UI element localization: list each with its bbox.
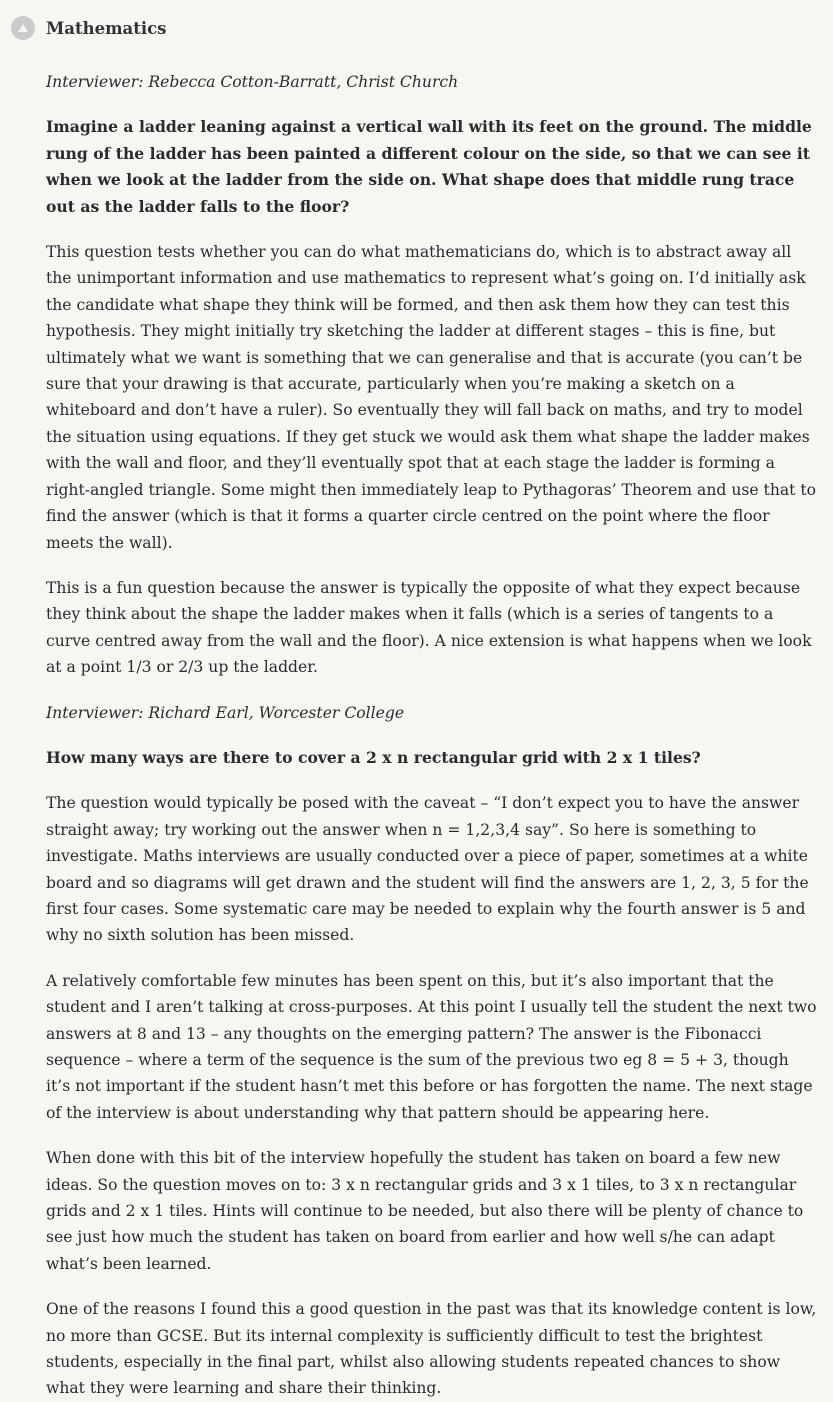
interviewer-credit: Interviewer: Rebecca Cotton-Barratt, Christ Church [46, 73, 459, 91]
collapse-triangle-icon[interactable] [11, 16, 35, 40]
answer-paragraph: One of the reasons I found this a good question in the past was that its knowledge content is low, no more than GCSE. But its internal complexity is sufficiently difficult to test the brightest students, especially in the final part, whilst also allowing students repeated chances to show what they were learning and share their thinking. [46, 1300, 817, 1398]
answer-paragraph: The question would typically be posed with the caveat – “I don’t expect you to have the answer straight away; try working out the answer when n = 1,2,3,4 say”. So here is something to investigate. Maths interviews are usually conducted over a piece of paper, sometimes at a white board and so diagrams will get drawn and the student will find the answers are 1, 2, 3, 5 for the first four cases. Some systematic care may be needed to explain why the fourth answer is 5 and why no sixth solution has been missed. [46, 794, 809, 945]
interview-question: How many ways are there to cover a 2 x n rectangular grid with 2 x 1 tiles? [46, 747, 701, 767]
answer-paragraph: When done with this bit of the interview hopefully the student has taken on board a few new ideas. So the question moves on to: 3 x n rectangular grids and 3 x 1 tiles, to 3 x n rectangular grids and 2 x 1 tiles. Hints will continue to be needed, but also there will be plenty of chance to see just how much the student has taken on board from earlier and how well s/he can adapt what’s been learned. [46, 1149, 804, 1273]
section-title: Mathematics [46, 18, 167, 38]
interviewer-credit: Interviewer: Richard Earl, Worcester College [46, 703, 405, 722]
accordion-header-mathematics[interactable] [0, 0, 833, 56]
answer-paragraph: A relatively comfortable few minutes has been spent on this, but it’s also important that the student and I aren’t talking at cross-purposes. At this point I usually tell the student the next two answers at 8 and 13 – any thoughts on the emerging pattern? The answer is the Fibonacci sequence – where a term of the sequence is the sum of the previous two eg 8 = 5 + 3, though it’s not important if the student hasn’t met this before or has forgotten the name. The next stage of the interview is about understanding why that pattern should be appearing here. [46, 971, 817, 1122]
answer-paragraph: This is a fun question because the answer is typically the opposite of what they expect because they think about the shape the ladder makes when it falls (which is a series of tangents to a curve centred away from the wall and the floor). A nice extension is what happens when we look at a point 1/3 or 2/3 up the ladder. [46, 578, 812, 677]
interview-question: Imagine a ladder leaning against a vertical wall with its feet on the ground. The middle rung of the ladder has been painted a different colour on the side, so that we can see it when we look at the ladder from the side on. What shape does that middle rung trace out as the ladder falls to the floor? [46, 117, 812, 216]
answer-paragraph: This question tests whether you can do what mathematicians do, which is to abstract away all the unimportant information and use mathematics to represent what’s going on. I’d initially ask the candidate what shape they think will be formed, and then ask them how they can test this hypothesis. They might initially try sketching the ladder at different stages – this is fine, but ultimately what we want is something that we can generalise and that is accurate (you can’t be sure that your drawing is that accurate, particularly when you’re making a sketch on a whiteboard and don’t have a ruler). So eventually they will fall back on maths, and try to model the situation using equations. If they get stuck we would ask them what shape the ladder makes with the wall and floor, and they’ll eventually spot that at each stage the ladder is forming a right-angled triangle. Some might then immediately leap to Pythagoras’ Theorem and use that to find the answer (which is that it forms a quarter circle centred on the point where the floor meets the wall). [46, 243, 817, 552]
accordion-content [0, 69, 833, 1402]
